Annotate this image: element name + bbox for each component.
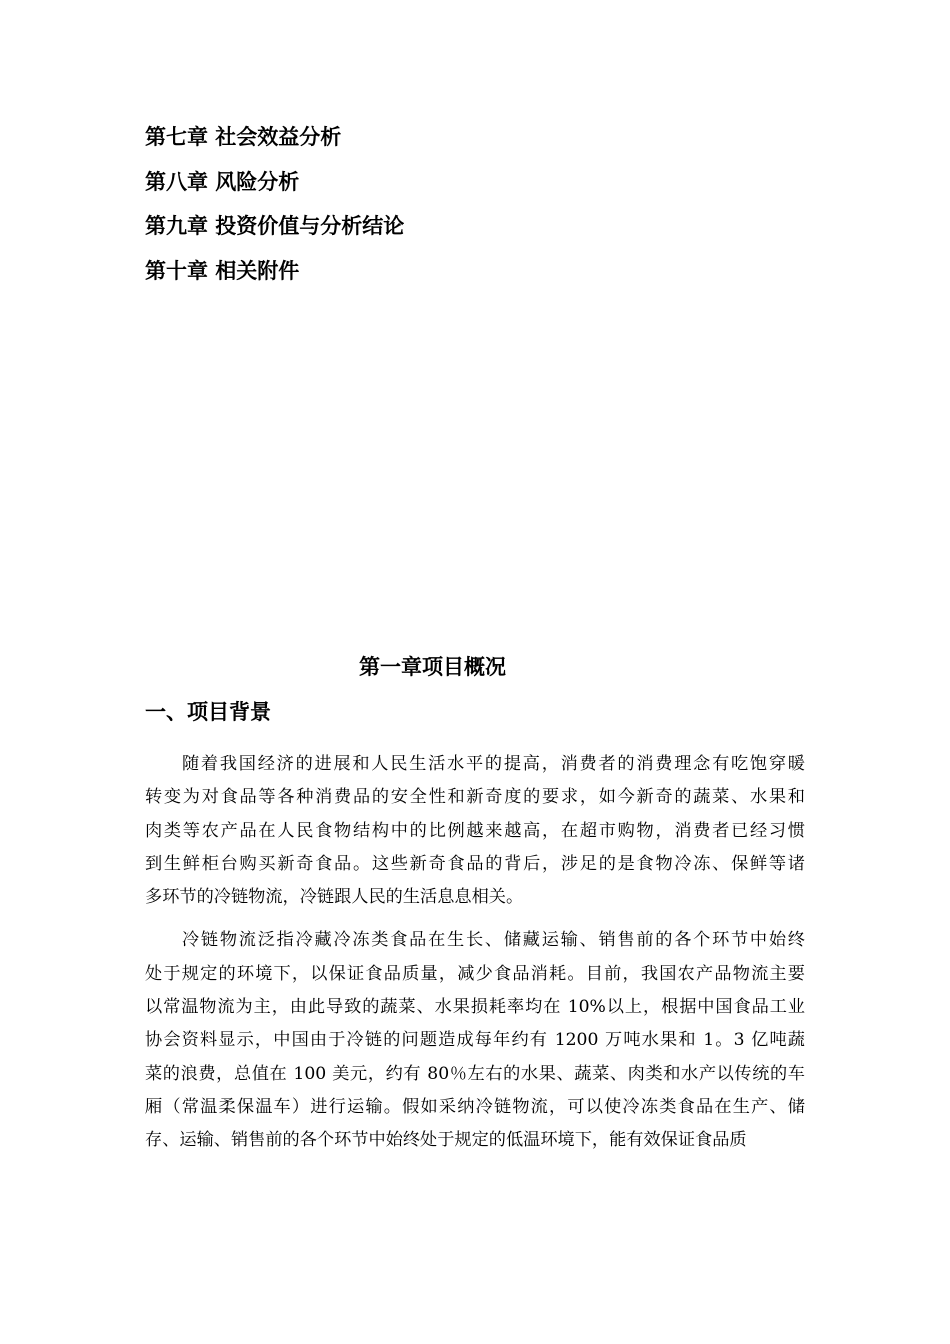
toc-item-chapter-9: 第九章 投资价值与分析结论 [145,214,405,238]
paragraph-line: 以常温物流为主，由此导致的蔬菜、水果损耗率均在 10%以上，根据中国食品工业 [145,997,805,1018]
paragraph-line: 转变为对食品等各种消费品的安全性和新奇度的要求，如今新奇的蔬菜、水果和 [145,787,805,808]
toc-item-chapter-10: 第十章 相关附件 [145,258,300,283]
paragraph-line: 肉类等农产品在人民食物结构中的比例越来越高，在超市购物，消费者已经习惯 [145,820,805,841]
toc-item-chapter-7: 第七章 社会效益分析 [145,125,342,149]
paragraph [145,748,805,914]
toc-item-chapter-8: 第八章 风险分析 [145,169,300,194]
paragraph-line: 到生鲜柜台购买新奇食品。这些新奇食品的背后，涉足的是食物冷冻、保鲜等诸 [145,853,805,874]
paragraph-line: 冷链物流泛指冷藏冷冻类食品在生长、储藏运输、销售前的各个环节中始终 [182,930,805,951]
chapter-title: 第一章项目概况 [359,655,506,679]
paragraph-line: 厢（常温柔保温车）进行运输。假如采纳冷链物流，可以使冷冻类食品在生产、储 [145,1096,805,1117]
paragraph-line: 多环节的冷链物流，冷链跟人民的生活息息相关。 [145,887,524,908]
paragraph-line: 菜的浪费，总值在 100 美元，约有 80％左右的水果、蔬菜、肉类和水产以传统的车 [145,1063,805,1084]
body-text [145,748,805,1168]
paragraph-line: 存、运输、销售前的各个环节中始终处于规定的低温环境下，能有效保证食品质 [145,1130,747,1151]
paragraph-line: 处于规定的环境下，以保证食品质量，减少食品消耗。目前，我国农产品物流主要 [145,963,805,984]
paragraph-line: 随着我国经济的进展和人民生活水平的提高，消费者的消费理念有吃饱穿暖 [182,754,805,774]
paragraph-line: 协会资料显示，中国由于冷链的问题造成每年约有 1200 万吨水果和 1。3 亿吨蔬 [145,1030,805,1051]
section-title: 一、项目背景 [145,700,271,724]
paragraph [145,924,805,1157]
table-of-contents [145,118,805,296]
